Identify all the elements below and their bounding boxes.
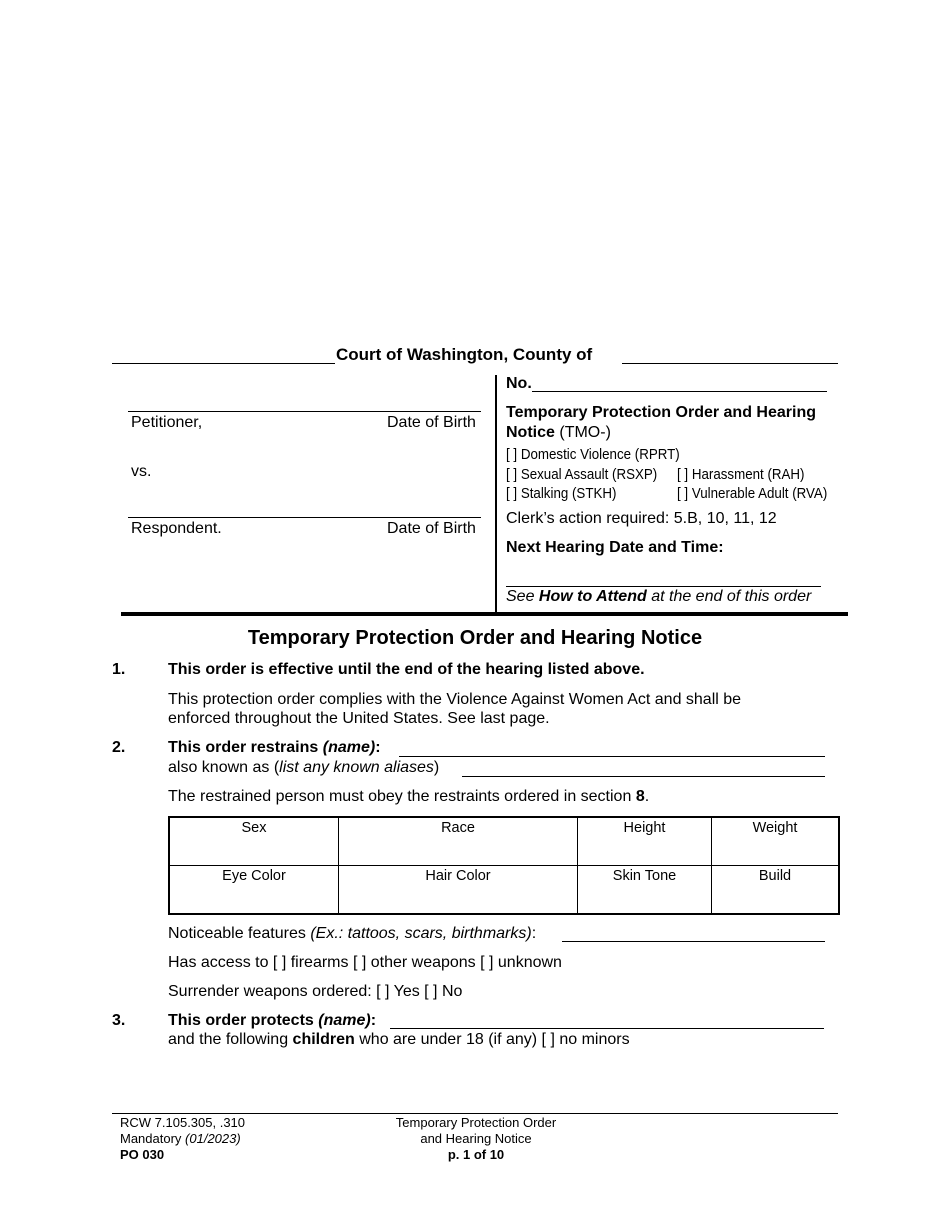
footer-rcw: RCW 7.105.305, .310	[120, 1115, 246, 1130]
versus-label: vs.	[131, 463, 152, 480]
page-title: Temporary Protection Order and Hearing Notice	[247, 627, 703, 649]
table-cell-sex[interactable]: Sex	[169, 817, 339, 866]
aliases-label: also known as (list any known aliases)	[168, 759, 440, 776]
caption-title-line1: Temporary Protection Order and Hearing	[506, 404, 816, 421]
footer-form-number: PO 030	[120, 1147, 165, 1162]
section-1-number: 1.	[112, 661, 126, 678]
aliases-line[interactable]	[462, 776, 825, 777]
table-cell-weight[interactable]: Weight	[712, 817, 840, 866]
table-cell-build[interactable]: Build	[712, 866, 840, 915]
section-1-heading: This order is effective until the end of the hearing listed above.	[168, 661, 645, 678]
option-stalking[interactable]: [ ] Stalking (STKH)	[506, 486, 617, 502]
table-row	[169, 866, 839, 915]
next-hearing-line[interactable]	[506, 586, 821, 587]
table-cell-hair-color[interactable]: Hair Color	[339, 866, 578, 915]
caption-divider	[495, 375, 497, 612]
county-blank-left[interactable]	[112, 363, 335, 364]
protected-name-line[interactable]	[390, 1028, 824, 1029]
weapons-access-options[interactable]: Has access to [ ] firearms [ ] other weapons [ ] unknown	[168, 954, 562, 971]
table-cell-race[interactable]: Race	[339, 817, 578, 866]
respondent-label: Respondent.	[131, 520, 222, 537]
option-sexual-assault[interactable]: [ ] Sexual Assault (RSXP)	[506, 467, 658, 483]
table-cell-skin-tone[interactable]: Skin Tone	[578, 866, 712, 915]
section-3-number: 3.	[112, 1012, 126, 1029]
obey-restraints-text: The restrained person must obey the restraints ordered in section 8.	[168, 788, 650, 805]
case-number-label: No.	[506, 375, 532, 392]
restrained-name-line[interactable]	[399, 756, 825, 757]
footer-mandatory: Mandatory (01/2023)	[120, 1131, 241, 1146]
footer-title-line1: Temporary Protection Order	[395, 1115, 557, 1130]
respondent-name-line[interactable]	[128, 517, 481, 518]
caption-bottom-rule	[121, 612, 848, 616]
footer-page-number: p. 1 of 10	[447, 1147, 505, 1162]
petitioner-name-line[interactable]	[128, 411, 481, 412]
petitioner-label: Petitioner,	[131, 414, 203, 431]
section-1-text-line1: This protection order complies with the Violence Against Women Act and shall be	[168, 691, 742, 708]
option-domestic-violence[interactable]: [ ] Domestic Violence (RPRT)	[506, 447, 680, 463]
next-hearing-label: Next Hearing Date and Time:	[506, 539, 724, 556]
clerk-action: Clerk’s action required: 5.B, 10, 11, 12	[506, 510, 777, 527]
protects-label: This order protects (name):	[168, 1012, 377, 1029]
footer-rule	[112, 1113, 838, 1114]
noticeable-features-label: Noticeable features (Ex.: tattoos, scars, birthmarks):	[168, 925, 537, 942]
case-number-line[interactable]	[532, 391, 827, 392]
how-to-attend-note: See How to Attend at the end of this order	[506, 588, 812, 605]
identifiers-table	[168, 816, 840, 915]
option-vulnerable-adult[interactable]: [ ] Vulnerable Adult (RVA)	[677, 486, 828, 502]
surrender-weapons-options[interactable]: Surrender weapons ordered: [ ] Yes [ ] No	[168, 983, 463, 1000]
respondent-dob-label: Date of Birth	[387, 520, 476, 537]
footer-title-line2: and Hearing Notice	[420, 1131, 532, 1146]
county-blank-right[interactable]	[622, 363, 838, 364]
petitioner-dob-label: Date of Birth	[387, 414, 476, 431]
children-text[interactable]: and the following children who are under 18 (if any) [ ] no minors	[168, 1031, 630, 1048]
caption-title-line2: Notice (TMO-)	[506, 424, 611, 441]
option-harassment[interactable]: [ ] Harassment (RAH)	[677, 467, 805, 483]
section-2-number: 2.	[112, 739, 126, 756]
section-1-text-line2: enforced throughout the United States. See last page.	[168, 710, 550, 727]
court-heading: Court of Washington, County of	[336, 345, 593, 364]
noticeable-features-line[interactable]	[562, 941, 825, 942]
table-cell-eye-color[interactable]: Eye Color	[169, 866, 339, 915]
table-cell-height[interactable]: Height	[578, 817, 712, 866]
restrains-label: This order restrains (name):	[168, 739, 381, 756]
table-row	[169, 817, 839, 866]
